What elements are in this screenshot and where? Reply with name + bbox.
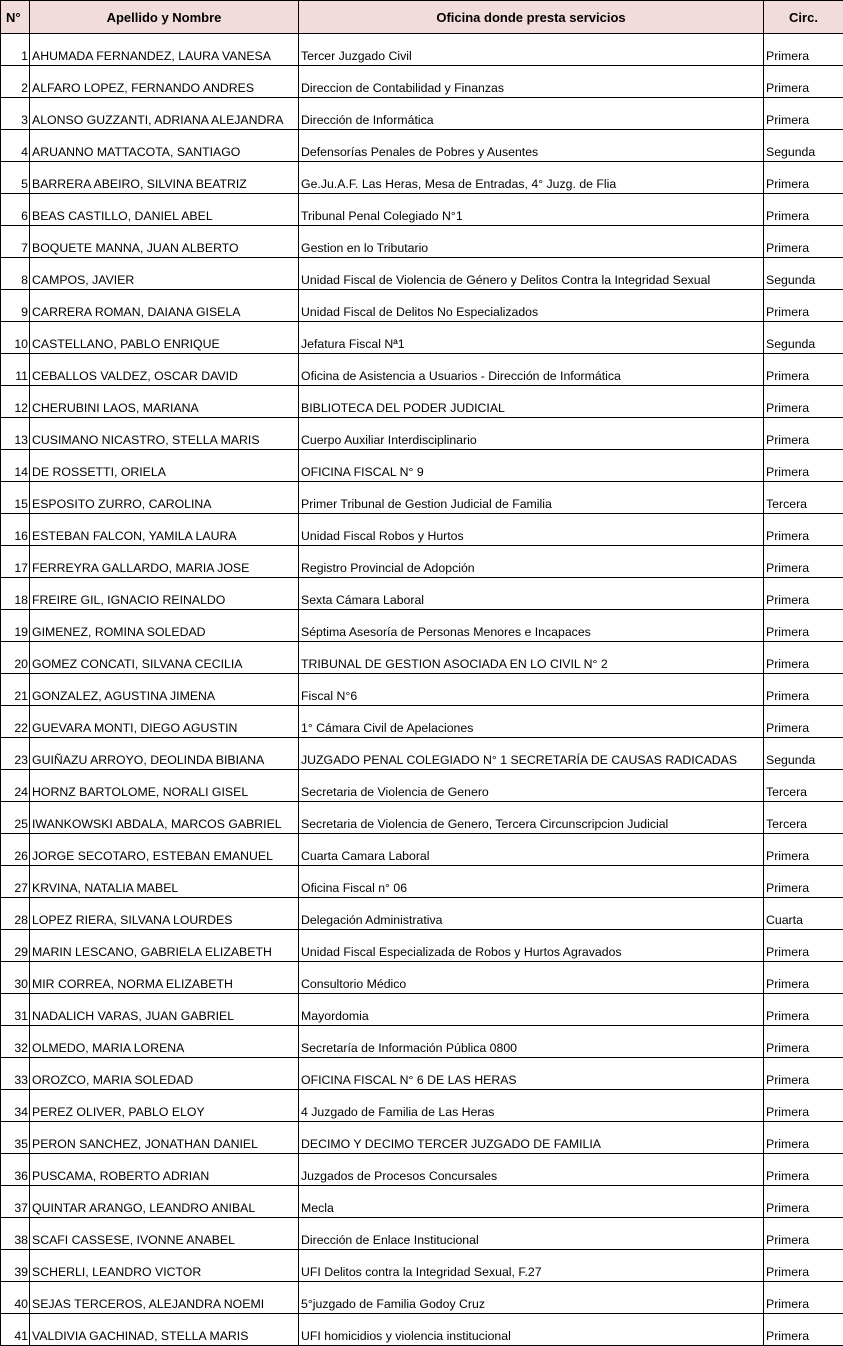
cell-name: ALFARO LOPEZ, FERNANDO ANDRES [30,66,299,98]
cell-circ: Primera [764,1314,843,1346]
table-row [1,962,843,994]
cell-office: Séptima Asesoría de Personas Menores e Incapaces [299,610,764,642]
cell-circ: Primera [764,1090,843,1122]
table-row [1,770,843,802]
table-row [1,386,843,418]
cell-name: CAMPOS, JAVIER [30,258,299,290]
cell-circ: Primera [764,1026,843,1058]
cell-num: 4 [1,130,30,162]
cell-circ: Primera [764,706,843,738]
header-row [1,1,843,34]
table-row [1,1186,843,1218]
cell-name: GONZALEZ, AGUSTINA JIMENA [30,674,299,706]
table-row [1,578,843,610]
cell-name: ALONSO GUZZANTI, ADRIANA ALEJANDRA [30,98,299,130]
cell-circ: Tercera [764,482,843,514]
cell-name: PEREZ OLIVER, PABLO ELOY [30,1090,299,1122]
cell-name: BOQUETE MANNA, JUAN ALBERTO [30,226,299,258]
table-row [1,898,843,930]
cell-circ: Primera [764,66,843,98]
cell-num: 30 [1,962,30,994]
table-row [1,1090,843,1122]
cell-office: Oficina de Asistencia a Usuarios - Dirección de Informática [299,354,764,386]
table-row [1,66,843,98]
cell-circ: Tercera [764,770,843,802]
cell-circ: Primera [764,962,843,994]
cell-circ: Primera [764,386,843,418]
table-row [1,930,843,962]
cell-num: 16 [1,514,30,546]
cell-num: 19 [1,610,30,642]
cell-circ: Primera [764,642,843,674]
cell-name: HORNZ BARTOLOME, NORALI GISEL [30,770,299,802]
cell-office: Unidad Fiscal de Delitos No Especializados [299,290,764,322]
table-row [1,674,843,706]
cell-num: 9 [1,290,30,322]
table-row [1,322,843,354]
cell-name: SCAFI CASSESE, IVONNE ANABEL [30,1218,299,1250]
cell-circ: Primera [764,354,843,386]
cell-office: Delegación Administrativa [299,898,764,930]
table-row [1,1314,843,1346]
header-office: Oficina donde presta servicios [299,1,764,34]
table-row [1,482,843,514]
cell-office: Primer Tribunal de Gestion Judicial de Familia [299,482,764,514]
cell-circ: Primera [764,194,843,226]
table-row [1,546,843,578]
cell-office: OFICINA FISCAL N° 6 DE LAS HERAS [299,1058,764,1090]
cell-num: 26 [1,834,30,866]
table-row [1,1218,843,1250]
cell-num: 22 [1,706,30,738]
cell-circ: Primera [764,514,843,546]
cell-name: KRVINA, NATALIA MABEL [30,866,299,898]
cell-num: 35 [1,1122,30,1154]
cell-office: Secretaria de Violencia de Genero, Tercera Circunscripcion Judicial [299,802,764,834]
cell-office: Cuerpo Auxiliar Interdisciplinario [299,418,764,450]
cell-num: 8 [1,258,30,290]
cell-circ: Primera [764,226,843,258]
cell-circ: Primera [764,418,843,450]
cell-office: Secretaría de Información Pública 0800 [299,1026,764,1058]
table-body [1,34,843,1346]
table-row [1,642,843,674]
cell-num: 15 [1,482,30,514]
cell-office: Gestion en lo Tributario [299,226,764,258]
cell-circ: Primera [764,98,843,130]
cell-office: Consultorio Médico [299,962,764,994]
table-row [1,130,843,162]
table-row [1,738,843,770]
header-circ: Circ. [764,1,843,34]
header-num: N° [1,1,30,34]
table-row [1,258,843,290]
cell-name: OROZCO, MARIA SOLEDAD [30,1058,299,1090]
cell-circ: Primera [764,1218,843,1250]
cell-circ: Segunda [764,738,843,770]
cell-office: Mecla [299,1186,764,1218]
cell-office: 5°juzgado de Familia Godoy Cruz [299,1282,764,1314]
cell-name: BARRERA ABEIRO, SILVINA BEATRIZ [30,162,299,194]
table-row [1,1282,843,1314]
cell-name: GIMENEZ, ROMINA SOLEDAD [30,610,299,642]
table-row [1,834,843,866]
cell-office: Registro Provincial de Adopción [299,546,764,578]
table-row [1,610,843,642]
cell-name: GUEVARA MONTI, DIEGO AGUSTIN [30,706,299,738]
cell-num: 24 [1,770,30,802]
table-row [1,994,843,1026]
cell-circ: Primera [764,162,843,194]
table-row [1,194,843,226]
table-row [1,290,843,322]
cell-circ: Primera [764,1122,843,1154]
cell-circ: Primera [764,1250,843,1282]
cell-num: 21 [1,674,30,706]
cell-num: 29 [1,930,30,962]
cell-num: 28 [1,898,30,930]
cell-circ: Tercera [764,802,843,834]
cell-name: IWANKOWSKI ABDALA, MARCOS GABRIEL [30,802,299,834]
cell-num: 41 [1,1314,30,1346]
cell-name: AHUMADA FERNANDEZ, LAURA VANESA [30,34,299,66]
cell-num: 36 [1,1154,30,1186]
cell-office: Oficina Fiscal n° 06 [299,866,764,898]
table-row [1,450,843,482]
cell-office: Fiscal N°6 [299,674,764,706]
table-row [1,418,843,450]
cell-circ: Primera [764,994,843,1026]
cell-name: BEAS CASTILLO, DANIEL ABEL [30,194,299,226]
cell-name: PUSCAMA, ROBERTO ADRIAN [30,1154,299,1186]
cell-num: 12 [1,386,30,418]
cell-name: LOPEZ RIERA, SILVANA LOURDES [30,898,299,930]
cell-office: TRIBUNAL DE GESTION ASOCIADA EN LO CIVIL N° 2 [299,642,764,674]
cell-num: 31 [1,994,30,1026]
cell-circ: Primera [764,610,843,642]
table-row [1,226,843,258]
cell-name: SEJAS TERCEROS, ALEJANDRA NOEMI [30,1282,299,1314]
cell-num: 1 [1,34,30,66]
table-row [1,514,843,546]
table-row [1,1122,843,1154]
cell-num: 37 [1,1186,30,1218]
cell-circ: Primera [764,578,843,610]
cell-name: VALDIVIA GACHINAD, STELLA MARIS [30,1314,299,1346]
cell-num: 27 [1,866,30,898]
cell-name: PERON SANCHEZ, JONATHAN DANIEL [30,1122,299,1154]
table-row [1,98,843,130]
cell-num: 5 [1,162,30,194]
cell-circ: Primera [764,1282,843,1314]
cell-circ: Primera [764,34,843,66]
cell-num: 20 [1,642,30,674]
cell-num: 3 [1,98,30,130]
cell-office: UFI homicidios y violencia institucional [299,1314,764,1346]
cell-name: SCHERLI, LEANDRO VICTOR [30,1250,299,1282]
cell-num: 10 [1,322,30,354]
cell-office: Dirección de Enlace Institucional [299,1218,764,1250]
header-name: Apellido y Nombre [30,1,299,34]
cell-num: 39 [1,1250,30,1282]
cell-num: 32 [1,1026,30,1058]
cell-circ: Primera [764,290,843,322]
cell-circ: Segunda [764,322,843,354]
cell-circ: Primera [764,834,843,866]
cell-circ: Primera [764,546,843,578]
table-row [1,866,843,898]
cell-name: MARIN LESCANO, GABRIELA ELIZABETH [30,930,299,962]
cell-office: 4 Juzgado de Familia de Las Heras [299,1090,764,1122]
cell-circ: Primera [764,1058,843,1090]
cell-name: DE ROSSETTI, ORIELA [30,450,299,482]
cell-name: ESPOSITO ZURRO, CAROLINA [30,482,299,514]
cell-office: Unidad Fiscal de Violencia de Género y Delitos Contra la Integridad Sexual [299,258,764,290]
cell-num: 18 [1,578,30,610]
cell-num: 33 [1,1058,30,1090]
cell-office: BIBLIOTECA DEL PODER JUDICIAL [299,386,764,418]
table-row [1,1026,843,1058]
cell-office: 1° Cámara Civil de Apelaciones [299,706,764,738]
table-row [1,1058,843,1090]
cell-name: JORGE SECOTARO, ESTEBAN EMANUEL [30,834,299,866]
cell-circ: Primera [764,674,843,706]
cell-name: ESTEBAN FALCON, YAMILA LAURA [30,514,299,546]
cell-circ: Primera [764,1186,843,1218]
cell-office: Direccion de Contabilidad y Finanzas [299,66,764,98]
cell-num: 23 [1,738,30,770]
cell-num: 25 [1,802,30,834]
cell-name: FERREYRA GALLARDO, MARIA JOSE [30,546,299,578]
cell-num: 6 [1,194,30,226]
cell-name: GUIÑAZU ARROYO, DEOLINDA BIBIANA [30,738,299,770]
cell-office: Jefatura Fiscal Nª1 [299,322,764,354]
cell-name: CARRERA ROMAN, DAIANA GISELA [30,290,299,322]
cell-office: OFICINA FISCAL N° 9 [299,450,764,482]
cell-name: CASTELLANO, PABLO ENRIQUE [30,322,299,354]
cell-name: OLMEDO, MARIA LORENA [30,1026,299,1058]
cell-circ: Primera [764,450,843,482]
cell-num: 34 [1,1090,30,1122]
cell-circ: Segunda [764,130,843,162]
cell-name: CUSIMANO NICASTRO, STELLA MARIS [30,418,299,450]
cell-num: 7 [1,226,30,258]
cell-num: 13 [1,418,30,450]
cell-office: UFI Delitos contra la Integridad Sexual, F.27 [299,1250,764,1282]
cell-office: Defensorías Penales de Pobres y Ausentes [299,130,764,162]
cell-num: 17 [1,546,30,578]
cell-office: Tribunal Penal Colegiado N°1 [299,194,764,226]
table-row [1,706,843,738]
table-row [1,802,843,834]
cell-num: 14 [1,450,30,482]
cell-name: CHERUBINI LAOS, MARIANA [30,386,299,418]
cell-circ: Cuarta [764,898,843,930]
cell-num: 38 [1,1218,30,1250]
cell-num: 40 [1,1282,30,1314]
cell-office: Sexta Cámara Laboral [299,578,764,610]
cell-office: Dirección de Informática [299,98,764,130]
cell-circ: Primera [764,930,843,962]
cell-circ: Segunda [764,258,843,290]
cell-office: Mayordomia [299,994,764,1026]
cell-office: JUZGADO PENAL COLEGIADO N° 1 SECRETARÍA DE CAUSAS RADICADAS [299,738,764,770]
cell-office: DECIMO Y DECIMO TERCER JUZGADO DE FAMILIA [299,1122,764,1154]
table-row [1,1154,843,1186]
cell-num: 2 [1,66,30,98]
cell-office: Ge.Ju.A.F. Las Heras, Mesa de Entradas, 4° Juzg. de Flia [299,162,764,194]
cell-name: QUINTAR ARANGO, LEANDRO ANIBAL [30,1186,299,1218]
cell-office: Cuarta Camara Laboral [299,834,764,866]
cell-office: Unidad Fiscal Robos y Hurtos [299,514,764,546]
cell-office: Secretaria de Violencia de Genero [299,770,764,802]
cell-office: Tercer Juzgado Civil [299,34,764,66]
cell-name: MIR CORREA, NORMA ELIZABETH [30,962,299,994]
cell-office: Unidad Fiscal Especializada de Robos y Hurtos Agravados [299,930,764,962]
table-row [1,354,843,386]
cell-name: GOMEZ CONCATI, SILVANA CECILIA [30,642,299,674]
cell-num: 11 [1,354,30,386]
cell-name: ARUANNO MATTACOTA, SANTIAGO [30,130,299,162]
cell-name: FREIRE GIL, IGNACIO REINALDO [30,578,299,610]
cell-name: CEBALLOS VALDEZ, OSCAR DAVID [30,354,299,386]
cell-circ: Primera [764,866,843,898]
cell-office: Juzgados de Procesos Concursales [299,1154,764,1186]
table-row [1,34,843,66]
table-row [1,1250,843,1282]
table-row [1,162,843,194]
cell-circ: Primera [764,1154,843,1186]
cell-name: NADALICH VARAS, JUAN GABRIEL [30,994,299,1026]
